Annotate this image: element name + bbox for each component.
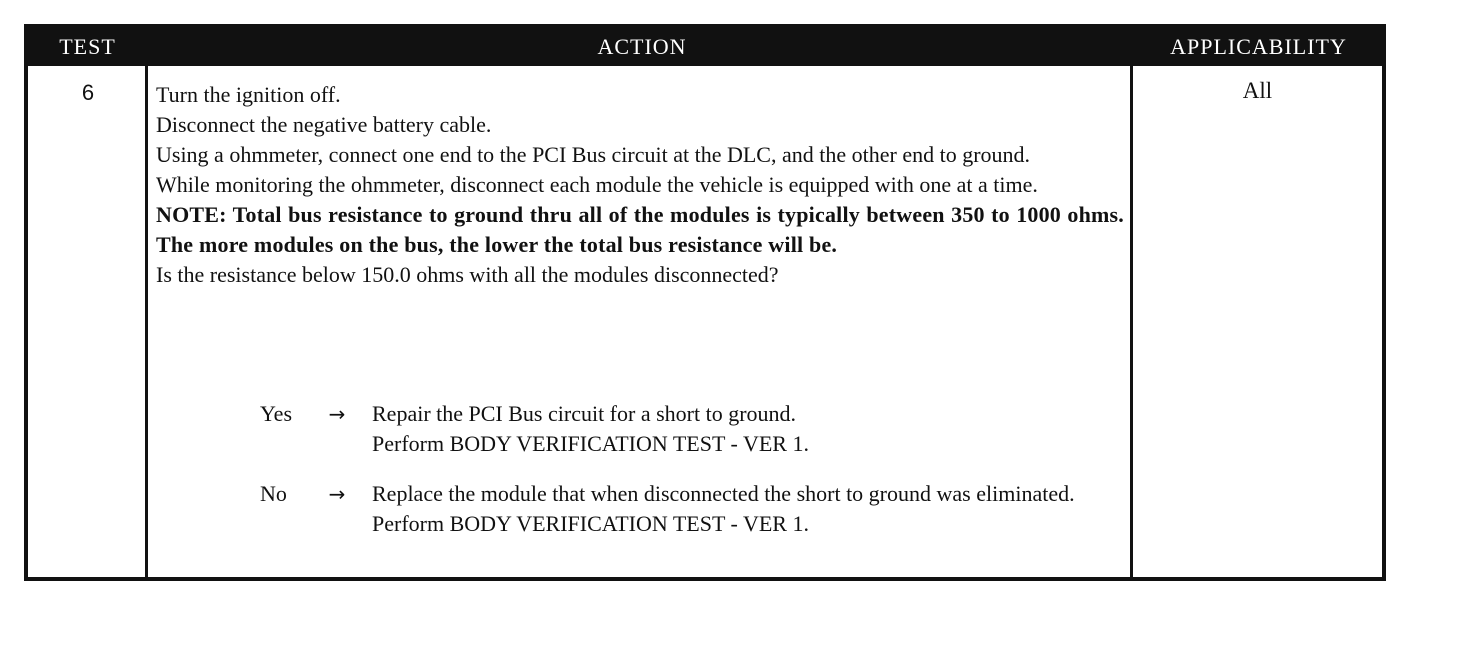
no-step: Perform BODY VERIFICATION TEST - VER 1. <box>372 511 809 536</box>
note-text: NOTE: Total bus resistance to ground thru all of the modules is typically between 350 to 1000 ohms. The more modules on the bus, the lower the total bus resistance will be. <box>156 202 1124 257</box>
header-test: TEST <box>59 34 116 59</box>
yes-step: Perform BODY VERIFICATION TEST - VER 1. <box>372 431 809 456</box>
header-action: ACTION <box>597 34 687 59</box>
test-number: 6 <box>81 80 95 105</box>
action-step: While monitoring the ohmmeter, disconnect each module the vehicle is equipped with one at a time. <box>156 172 1038 197</box>
column-divider <box>145 66 148 581</box>
column-divider <box>1130 66 1133 581</box>
table-header <box>28 28 1382 66</box>
action-step: Disconnect the negative battery cable. <box>156 112 492 137</box>
action-step: Using a ohmmeter, connect one end to the PCI Bus circuit at the DLC, and the other end to ground. <box>156 142 1031 167</box>
arrow-right-icon: → <box>328 482 346 506</box>
yes-instructions <box>372 399 1122 459</box>
no-instructions <box>372 479 1122 539</box>
arrow-right-icon: → <box>328 402 346 426</box>
header-applicability: APPLICABILITY <box>1170 34 1347 59</box>
applicability-value: All <box>1242 78 1273 103</box>
diagnostic-test-table <box>24 24 1386 581</box>
action-step: Turn the ignition off. <box>156 82 341 107</box>
action-cell <box>156 80 1124 290</box>
yes-label: Yes <box>260 401 293 426</box>
yes-step: Repair the PCI Bus circuit for a short to ground. <box>372 401 797 426</box>
no-label: No <box>260 481 287 506</box>
question-text: Is the resistance below 150.0 ohms with all the modules disconnected? <box>156 262 779 287</box>
no-step: Replace the module that when disconnected the short to ground was eliminated. <box>372 481 1075 506</box>
